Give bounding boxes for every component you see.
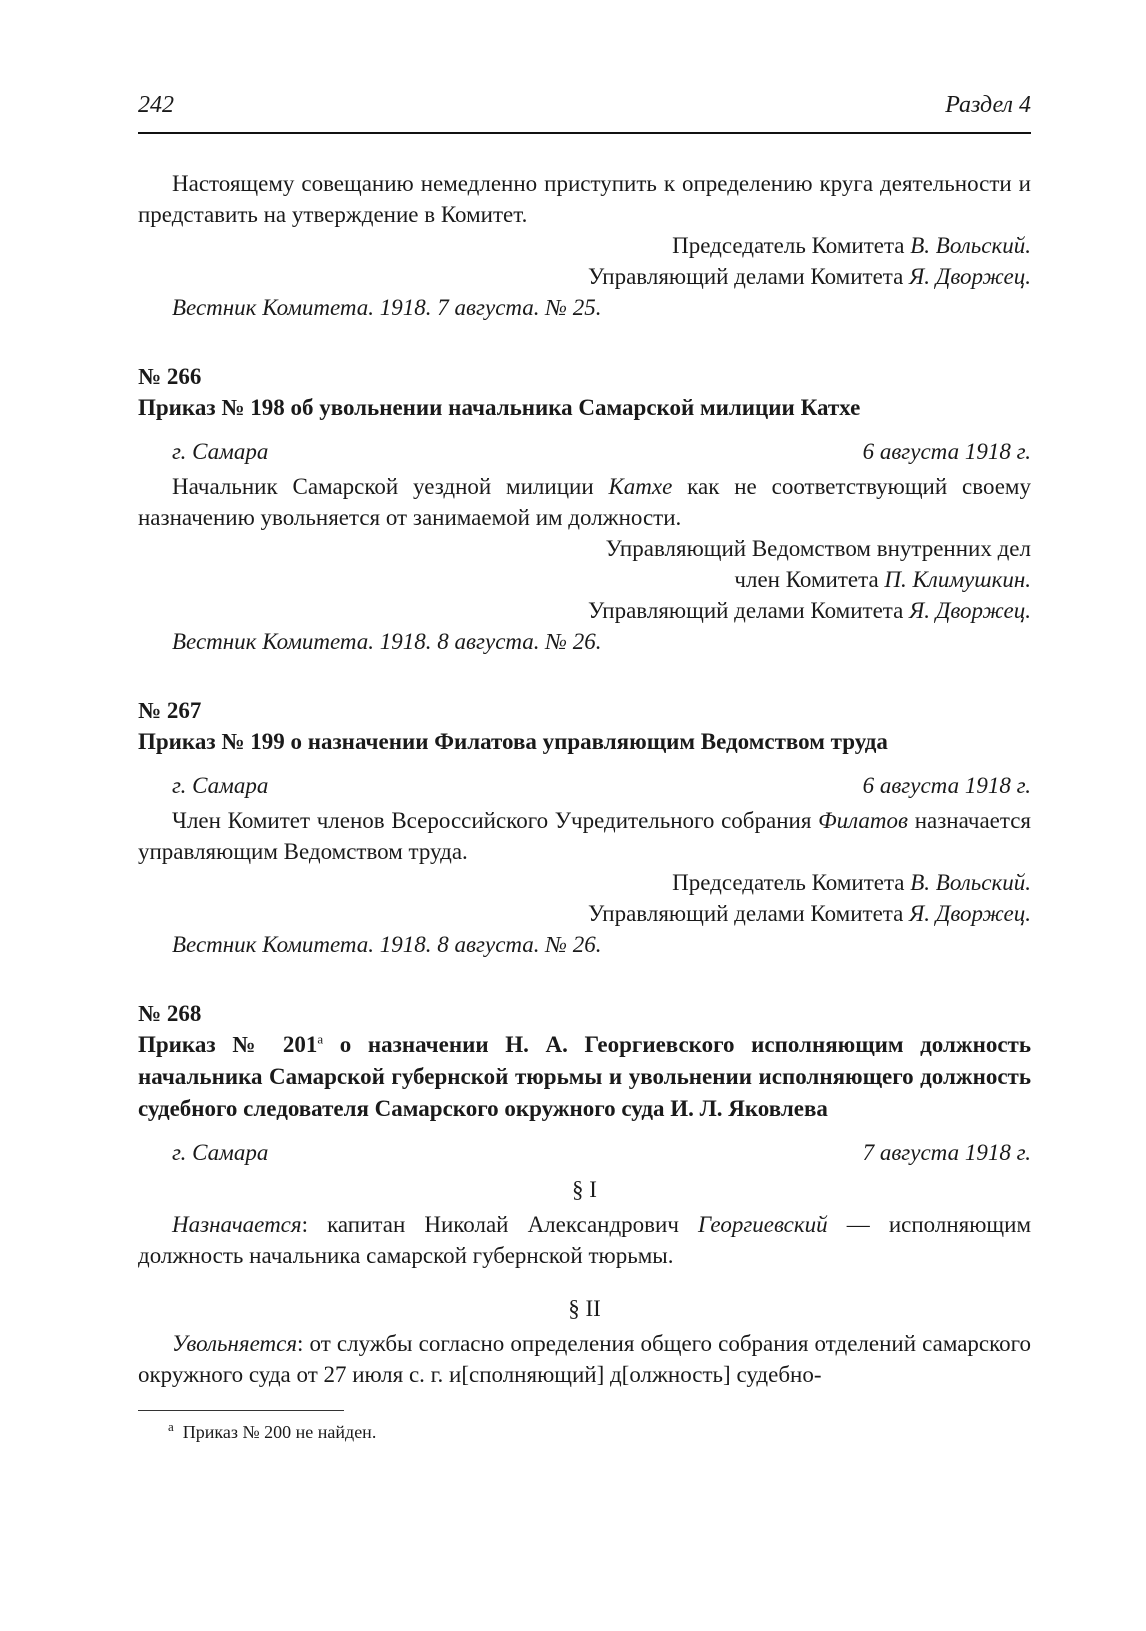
signature-name: Я. Дворжец. [909, 264, 1031, 289]
section-body [138, 1328, 1031, 1390]
signature [138, 898, 1031, 929]
signature: Управляющий Ведомством внутренних дел [605, 536, 1031, 561]
footnote-reference: а [317, 1031, 324, 1047]
document-number: № 266 [138, 364, 202, 389]
signature [138, 230, 1031, 261]
document-number: № 268 [138, 1001, 202, 1026]
signature-role: член Комитета [734, 567, 885, 592]
person-name: Катхе [608, 474, 673, 499]
source-citation: Вестник Комитета. 1918. 8 августа. № 26. [172, 932, 602, 957]
place-date-line [138, 1137, 1031, 1168]
page-content [138, 168, 1031, 1390]
document-number: № 267 [138, 698, 202, 723]
document-date: 6 августа 1918 г. [862, 439, 1031, 464]
signature-name: В. Вольский. [910, 870, 1031, 895]
document-body [138, 471, 1031, 533]
page-number: 242 [138, 92, 174, 118]
body-text: : от службы согласно определения общего собрания отделений самарского окружного суда от 27 июля с. г. и[сполняющий] д[олжность] судебно- [138, 1331, 1031, 1387]
footnote-text: Приказ № 200 не найден. [182, 1422, 377, 1442]
signature-role: Управляющий делами Комитета [588, 901, 910, 926]
signature-role: Председатель Комитета [672, 870, 911, 895]
document-date: 7 августа 1918 г. [862, 1140, 1031, 1165]
body-text: Начальник Самарской уездной милиции [172, 474, 609, 499]
source-citation: Вестник Комитета. 1918. 8 августа. № 26. [172, 629, 602, 654]
signature [138, 595, 1031, 626]
place-date-line [138, 770, 1031, 801]
section-title: Раздел 4 [945, 92, 1031, 118]
person-name: Георгиевский [698, 1212, 828, 1237]
title-start: Приказ № 201 [138, 1032, 318, 1057]
page-header [138, 92, 1031, 134]
signature-name: П. Климушкин. [884, 567, 1031, 592]
place-date-line [138, 436, 1031, 467]
signature-name: Я. Дворжец. [909, 598, 1031, 623]
footnote-divider [138, 1410, 344, 1411]
document-place: г. Самара [172, 773, 269, 798]
person-name: Филатов [818, 808, 909, 833]
section-heading: § I [572, 1177, 597, 1202]
signature [138, 261, 1031, 292]
document-place: г. Самара [172, 1140, 269, 1165]
signature-role: Управляющий делами Комитета [588, 598, 910, 623]
body-text: назначается управляющим Ведомством труда. [138, 808, 1032, 864]
footnote [168, 1420, 376, 1444]
signature [138, 564, 1031, 595]
signature-name: Я. Дворжец. [909, 901, 1031, 926]
body-text: — исполняющим должность начальника самарской губернской тюрьмы. [138, 1212, 1031, 1268]
intro-paragraph: Настоящему совещанию немедленно приступить к определению круга деятельности и представить на утверждение в Комитет. [138, 171, 1031, 227]
document-title: Приказ № 198 об увольнении начальника Самарской милиции Катхе [138, 395, 861, 420]
section-heading: § II [568, 1296, 601, 1321]
body-text: Член Комитет членов Всероссийского Учредительного собрания [172, 808, 819, 833]
signature-role: Председатель Комитета [672, 233, 911, 258]
body-text: : капитан Николай Александрович [301, 1212, 699, 1237]
section-label: Увольняется [172, 1331, 298, 1356]
footnote-mark: а [168, 1419, 174, 1434]
document-title: Приказ № 199 о назначении Филатова управляющим Ведомством труда [138, 729, 888, 754]
body-text: как не соответствующий своему назначению увольняется от занимаемой им должности. [138, 474, 1031, 530]
document-date: 6 августа 1918 г. [862, 773, 1031, 798]
source-citation: Вестник Комитета. 1918. 7 августа. № 25. [172, 295, 602, 320]
signature-role: Управляющий делами Комитета [588, 264, 910, 289]
section-label: Назначается [172, 1212, 302, 1237]
signature [138, 867, 1031, 898]
signature-name: В. Вольский. [910, 233, 1031, 258]
document-place: г. Самара [172, 439, 269, 464]
title-rest: о назначении Н. А. Георгиевского исполняющим должность начальника Самарской губернской тюрьмы и увольнении исполняющего должность судебного следователя Самарского окружного суда И. Л. Яковлева [138, 1032, 1032, 1121]
section-body [138, 1209, 1031, 1271]
document-body [138, 805, 1031, 867]
document-title [138, 1029, 1031, 1125]
